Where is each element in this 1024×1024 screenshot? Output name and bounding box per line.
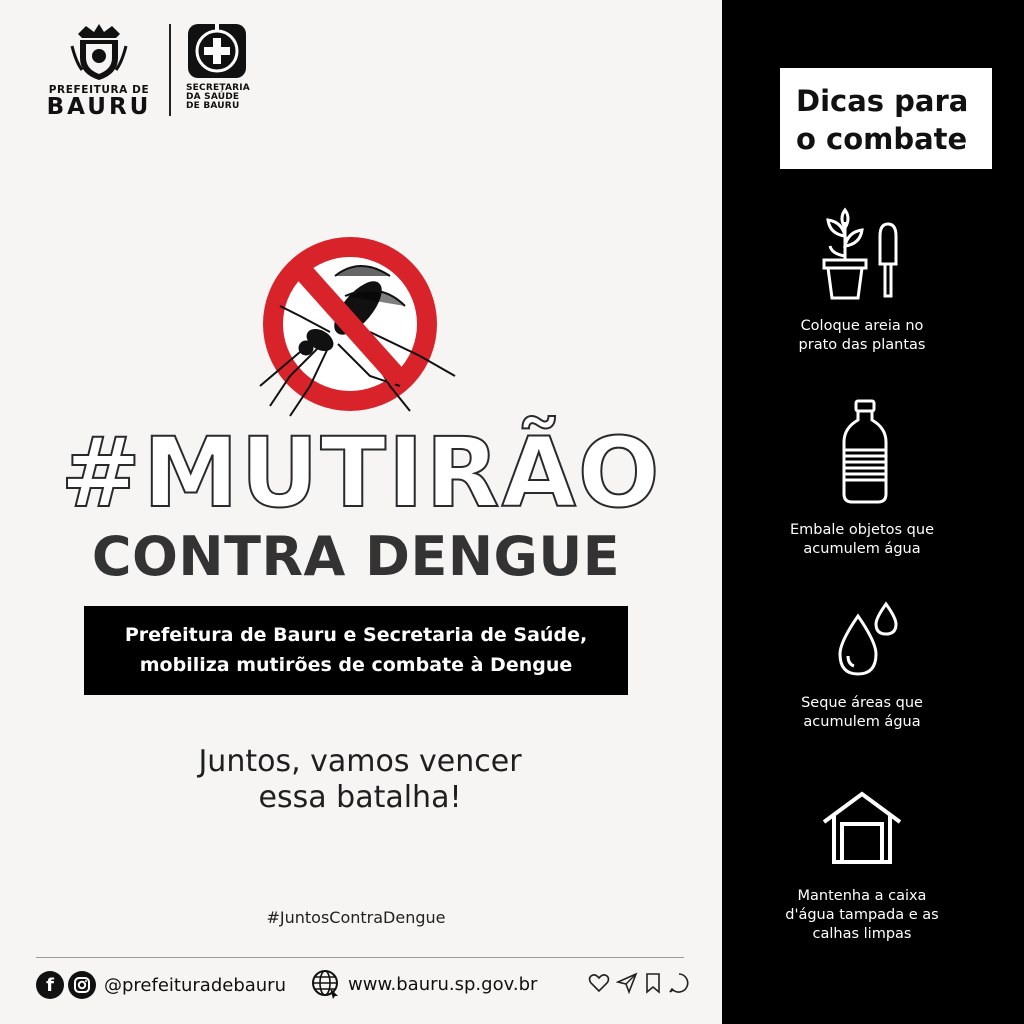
- slogan: [0, 744, 720, 816]
- logo-divider: [169, 24, 171, 116]
- water-drops-icon: [830, 600, 902, 680]
- tip-3-line-1: Seque áreas que: [801, 695, 923, 711]
- post-actions: [588, 972, 690, 994]
- logo-bauru-small-text: PREFEITURA DE: [48, 84, 150, 96]
- heart-icon[interactable]: [588, 972, 610, 994]
- bookmark-icon[interactable]: [644, 972, 662, 994]
- banner-line-1: Prefeitura de Bauru e Secretaria de Saúde,: [124, 624, 588, 646]
- tip-2-line-1: Embale objetos que: [790, 522, 934, 538]
- globe-icon: [310, 968, 342, 1000]
- logo-bauru-big-text: BAURU: [46, 94, 152, 120]
- banner-line-2: mobiliza mutirões de combate à Dengue: [139, 654, 573, 676]
- tip-1-line-1: Coloque areia no: [800, 318, 924, 334]
- page-title: #MUTIRÃO: [60, 417, 662, 529]
- tip-4-line-2: d'água tampada e as: [785, 907, 939, 923]
- bottle-icon: [838, 398, 892, 504]
- social-handle[interactable]: @prefeituradebauru: [104, 974, 286, 996]
- slogan-line-1: Juntos, vamos vencer: [198, 744, 522, 779]
- hashtag-text: #JuntosContraDengue: [266, 908, 446, 927]
- bauru-crest-icon: [68, 22, 130, 82]
- slogan-line-2: essa batalha!: [258, 780, 462, 815]
- house-icon: [820, 788, 904, 866]
- comment-icon[interactable]: [668, 972, 690, 994]
- tip-2-line-2: acumulem água: [803, 541, 921, 557]
- info-banner: [84, 606, 628, 695]
- page-subtitle: CONTRA DENGUE: [91, 525, 621, 588]
- logo-saude-line-2: DA SAÚDE: [186, 92, 240, 102]
- secretaria-saude-logo: [186, 22, 250, 111]
- tip-2-text: [742, 521, 982, 559]
- website-url[interactable]: www.bauru.sp.gov.br: [348, 973, 538, 995]
- tip-4-line-1: Mantenha a caixa: [797, 888, 927, 904]
- logo-saude-line-1: SECRETARIA: [186, 83, 250, 93]
- logo-saude-line-3: DE BAURU: [186, 101, 240, 111]
- tip-4-line-3: calhas limpas: [812, 926, 912, 942]
- footer-divider: [36, 957, 684, 958]
- tip-1-text: [742, 317, 982, 355]
- tip-3-text: [742, 694, 982, 732]
- plant-pot-trowel-icon: [818, 206, 914, 302]
- tips-heading: [780, 68, 992, 169]
- social-links: [36, 970, 286, 1000]
- facebook-icon[interactable]: f: [36, 971, 64, 999]
- tip-4-text: [742, 887, 982, 944]
- website-link[interactable]: [310, 968, 537, 1000]
- health-cross-icon: [186, 22, 248, 80]
- tip-1-line-2: prato das plantas: [798, 337, 926, 353]
- no-mosquito-icon: [250, 236, 460, 421]
- tip-3-line-2: acumulem água: [803, 714, 921, 730]
- send-icon[interactable]: [616, 972, 638, 994]
- instagram-icon[interactable]: [68, 971, 96, 999]
- tips-heading-line-1: Dicas para: [796, 84, 969, 118]
- tips-heading-line-2: o combate: [796, 122, 968, 156]
- prefeitura-bauru-logo: [40, 22, 158, 118]
